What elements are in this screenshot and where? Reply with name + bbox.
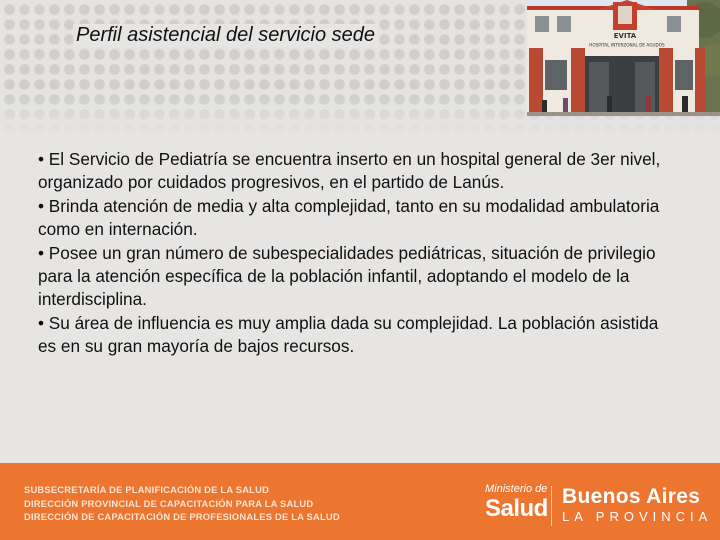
footer-institution-lines [24,483,340,524]
bullet-paragraph: • El Servicio de Pediatría se encuentra inserto en un hospital general de 3er nivel, organizado por cuidados progresivos, en el partido de Lanús. [38,149,661,193]
bullet-paragraph: • Posee un gran número de subespecialidades pediátricas, situación de privilegio para la atención específica de la población infantil, adoptando el modelo de la interdisciplina. [38,242,656,310]
logo-buenos-aires-text: Buenos Aires [562,485,701,508]
slide-body [38,148,668,359]
slide-title: Perfil asistencial del servicio sede [73,24,378,47]
buenos-aires-logo [562,485,712,525]
footer-line: DIRECCIÓN DE CAPACITACIÓN DE PROFESIONALES DE LA SALUD [24,511,340,522]
svg-text:HOSPITAL INTERZONAL DE AGUDOS: HOSPITAL INTERZONAL DE AGUDOS [589,42,665,48]
logo-salud-text: Salud [485,495,548,522]
footer-line: DIRECCIÓN PROVINCIAL DE CAPACITACIÓN PARA LA SALUD [24,497,314,509]
ministerio-salud-logo [485,483,548,523]
svg-text:EVITA: EVITA [613,32,637,40]
logo-divider [551,486,552,526]
footer-line: SUBSECRETARÍA DE PLANIFICACIÓN DE LA SALUD [24,484,270,495]
bullet-paragraph: • Brinda atención de media y alta complejidad, tanto en su modalidad ambulatoria como en internación. [38,195,660,240]
logo-ministerio-text: Ministerio de [485,483,548,495]
hospital-photo [527,0,720,116]
logo-provincia-text: LA PROVINCIA [562,509,713,524]
footer-bar [0,463,720,540]
bullet-paragraph: • Su área de influencia es muy amplia dada su complejidad. La población asistida es en su gran mayoría de bajos recursos. [38,312,659,357]
